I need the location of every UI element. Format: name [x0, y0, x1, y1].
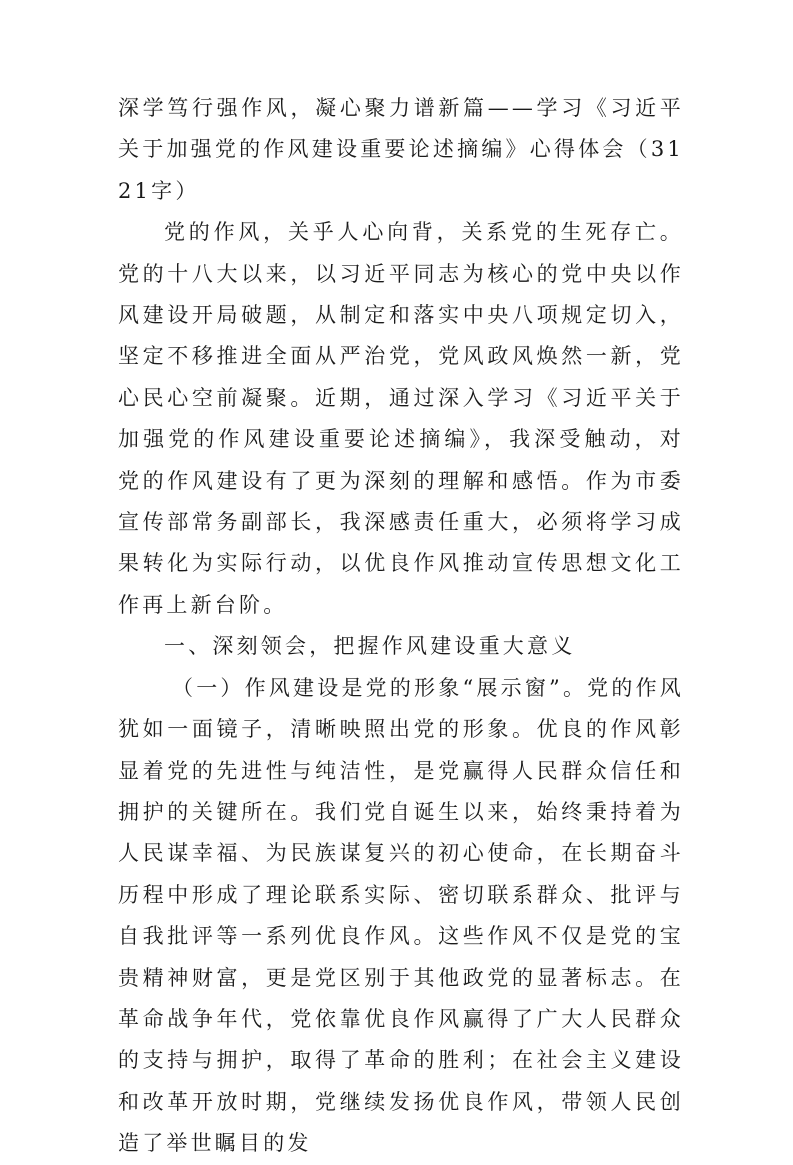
document-body: [118, 88, 684, 1165]
document-title: 深学笃行强作风，凝心聚力谱新篇——学习《习近平关于加强党的作风建设重要论述摘编》心得体会（3121字）: [118, 96, 684, 203]
intro-paragraph: 党的作风，关乎人心向背，关系党的生死存亡。党的十八大以来，以习近平同志为核心的党中央以作风建设开局破题，从制定和落实中央八项规定切入，坚定不移推进全面从严治党，党风政风焕然一新，党心民心空前凝聚。近期，通过深入学习《习近平关于加强党的作风建设重要论述摘编》，我深受触动，对党的作风建设有了更为深刻的理解和感悟。作为市委宣传部常务副部长，我深感责任重大，必须将学习成果转化为实际行动，以优良作风推动宣传思想文化工作再上新台阶。: [118, 220, 684, 617]
section-heading: 一、深刻领会，把握作风建设重大意义: [164, 634, 576, 659]
subsection-paragraph: （一）作风建设是党的形象“展示窗”。党的作风犹如一面镜子，清晰映照出党的形象。优良的作风彰显着党的先进性与纯洁性，是党赢得人民群众信任和拥护的关键所在。我们党自诞生以来，始终秉持着为人民谋幸福、为民族谋复兴的初心使命，在长期奋斗历程中形成了理论联系实际、密切联系群众、批评与自我批评等一系列优良作风。这些作风不仅是党的宝贵精神财富，更是党区别于其他政党的显著标志。在革命战争年代，党依靠优良作风赢得了广大人民群众的支持与拥护，取得了革命的胜利；在社会主义建设和改革开放时期，党继续发扬优良作风，带领人民创造了举世瞩目的发: [118, 675, 684, 1156]
